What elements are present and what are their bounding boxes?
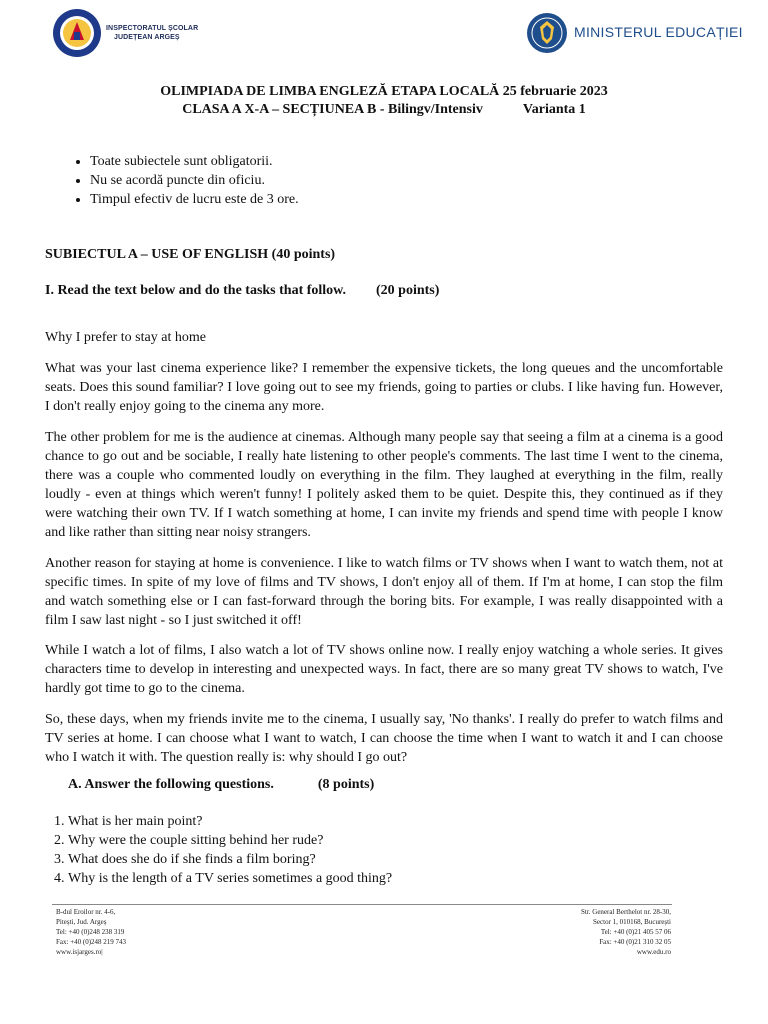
paragraph: What was your last cinema experience like? I remember the expensive tickets, the long queues and the uncomfortable seats. Does this sound familiar? I love going out to see my friends, going to parties or clubs. I like having fun. However, I don't really enjoy going to the cinema any more.: [45, 361, 723, 414]
reading-title: Why I prefer to stay at home: [45, 330, 206, 345]
isj-arges-logo: [52, 8, 102, 58]
list-item: • Timpul efectiv de lucru este de 3 ore.: [90, 190, 299, 209]
list-item: 4. Why is the length of a TV series sometimes a good thing?: [68, 869, 392, 888]
footer-divider: [52, 904, 672, 905]
subtask-heading: A. Answer the following questions. (8 points): [68, 777, 375, 792]
list-item: • Toate subiectele sunt obligatorii.: [90, 152, 299, 171]
questions-list: [45, 812, 392, 888]
document-title: OLIMPIADA DE LIMBA ENGLEZĂ ETAPA LOCALĂ 25 februarie 2023: [160, 84, 608, 99]
variant-label: Varianta 1: [522, 102, 586, 117]
subject-heading: SUBIECTUL A – USE OF ENGLISH (40 points): [45, 247, 336, 262]
ministry-name: MINISTERUL EDUCAȚIEI: [574, 24, 743, 40]
rules-list: [68, 152, 299, 209]
list-item: 1. What is her main point?: [68, 812, 392, 831]
class-section: CLASA A X-A – SECȚIUNEA B - Bilingv/Intensiv: [182, 102, 483, 117]
paragraph: So, these days, when my friends invite me to the cinema, I usually say, 'No thanks'. I really do prefer to watch films and TV series at home. I can choose what I want to watch, I can choose the time when I want to watch it and I can choose who I watch it with. The question really is: why should I go out?: [45, 712, 723, 765]
romania-coat-of-arms-icon: [526, 12, 568, 54]
list-item: • Nu se acordă puncte din oficiu.: [90, 171, 299, 190]
paragraph: The other problem for me is the audience at cinemas. Although many people say that seeing a film at a cinema is a good chance to go out and be sociable, I really hate listening to other people's comments. The last time I went to the cinema, there was a couple who commented loudly on everything in the film. They laughed at everything in the film, really loudly - even at things which weren't funny! I politely asked them to be quiet. Despite this, they continued as if they were watching their own TV. If I watch something at home, I can invite my friends and spend time with people I know and like rather than sitting near noisy strangers.: [45, 430, 723, 540]
isj-arges-name: INSPECTORATUL ȘCOLAR JUDEȚEAN ARGEȘ: [106, 25, 199, 41]
paragraph: Another reason for staying at home is convenience. I like to watch films or TV shows when I want to watch them, not at specific times. In spite of my love of films and TV shows, I don't enjoy all of them. If I'm at home, I can stop the film and watch something else or I can fast-forward through the boring bits. For example, I was really disappointed with a film I saw last night - so I just switched it off!: [45, 556, 723, 628]
list-item: 3. What does she do if she finds a film boring?: [68, 850, 392, 869]
footer-contact-right: Str. General Berthelot nr. 28-30, Sector 1, 010168, București Tel: +40 (0)21 405 57 06 Fax: +40 (0)21 310 32 05 www.edu.ro: [580, 908, 671, 956]
list-item: 2. Why were the couple sitting behind her rude?: [68, 831, 392, 850]
document-subtitle: [0, 102, 768, 118]
footer-contact-left: B-dul Eroilor nr. 4-6, Pitești, Jud. Argeș Tel: +40 (0)248 238 319 Fax: +40 (0)248 219 743 www.isjarges.ro|: [56, 908, 127, 956]
task-heading: I. Read the text below and do the tasks that follow. (20 points): [45, 283, 440, 298]
paragraph: While I watch a lot of films, I also watch a lot of TV shows online now. I really enjoy watching a whole series. It gives characters time to develop in interesting and unexpected ways. In fact, there are so many great TV shows to watch, I've hardly got time to go to the cinema.: [45, 643, 723, 696]
